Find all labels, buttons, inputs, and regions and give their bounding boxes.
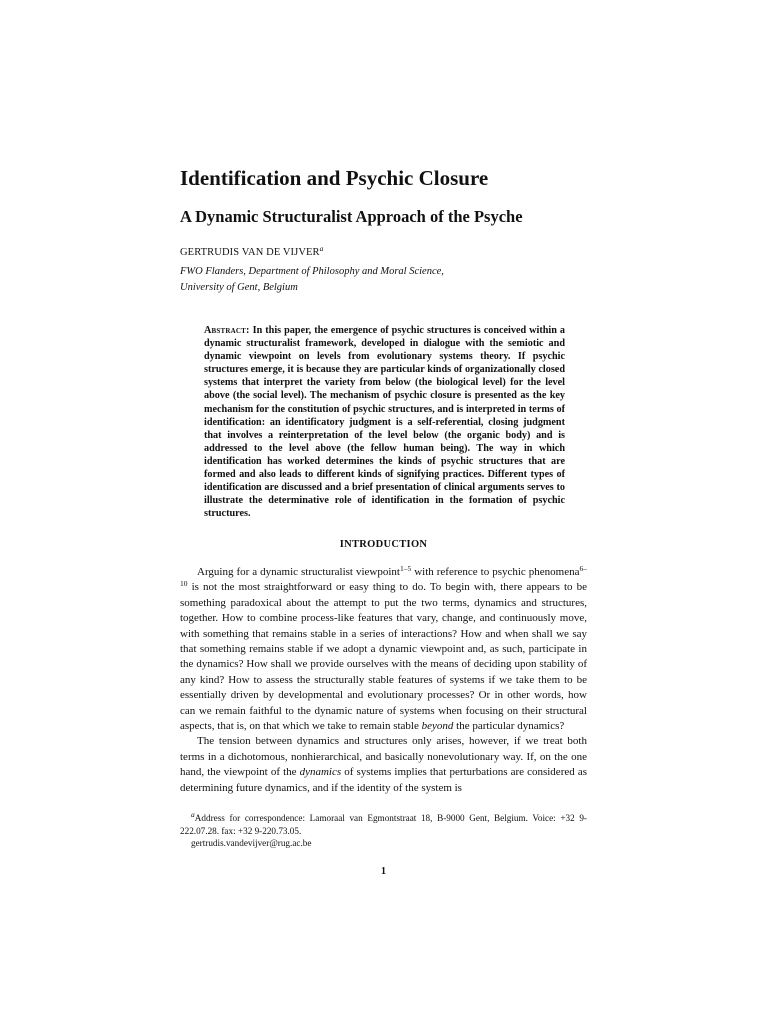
emphasis-dynamics: dynamics	[299, 766, 342, 779]
section-heading-introduction: INTRODUCTION	[339, 539, 428, 550]
citation-ref-1-5: 1–5	[399, 564, 412, 573]
author-name: GERTRUDIS VAN DE VIJVER	[180, 247, 320, 258]
emphasis-beyond: beyond	[421, 720, 454, 733]
paragraph-1-text-a: Arguing for a dynamic structuralist viewpoint	[197, 566, 400, 578]
author-line	[180, 246, 600, 260]
paper-subtitle: A Dynamic Structuralist Approach of the Psyche	[180, 207, 523, 226]
footnote	[180, 812, 587, 850]
body-paragraph-2	[180, 734, 587, 796]
paragraph-1-text-d: the particular dynamics?	[453, 720, 565, 733]
abstract-text: In this paper, the emergence of psychic structures is conceived within a dynamic structuralist framework, developed in dialogue with the semiotic and dynamic viewpoint on levels from evolutionary systems theory. If psychic structures emerge, it is because they are particular kinds of organizationally closed systems that interpret the variety from below (the biological level) for the level above (the social level). The mechanism of psychic closure is presented as the key mechanism for the constitution of psychic structures, and is interpreted in terms of identification: an identificatory judgment is a self-referential, closing judgment that involves a reinterpretation of the level below (the organic body) and is addressed to the level above (the fellow human being). The way in which identification has worked determines the kinds of psychic structures that are formed and also leads to different kinds of signifying practices. Different types of identification are discussed and a brief presentation of clinical arguments serves to illustrate the determinative role of identification in the formation of psychic structures.	[204, 325, 565, 520]
footnote-address	[180, 812, 587, 837]
paragraph-1-text-c: is not the most straightforward or easy thing to do. To begin with, there appears to be something paradoxical about the attempt to put the two terms, dynamics and structures, together. How to combine process-like features that vary, change, and continuously move, with something that remains stable in a series of interactions? How and when shall we say that something remains stable if we adopt a dynamic viewpoint and, as such, participate in the dynamics? How shall we provide ourselves with the means of deciding upon stability of any kind? How to assess the structurally stable features of systems if we take them to be essentially driven by developmental and evolutionary processes? Or in other words, how can we remain faithful to the dynamic nature of systems when focusing on their structural aspects, that is, on that which we take to remain stable	[180, 581, 587, 733]
citation-ref-6-10: 6–10	[180, 564, 587, 589]
paper-title: Identification and Psychic Closure	[180, 166, 489, 190]
footnote-marker: a	[191, 810, 195, 819]
affiliation-line-2: University of Gent, Belgium	[180, 282, 298, 293]
abstract	[204, 324, 565, 520]
abstract-label: Abstract:	[204, 325, 250, 336]
affiliation-line-1: FWO Flanders, Department of Philosophy and Moral Science,	[180, 266, 444, 277]
paragraph-1-text-b: with reference to psychic phenomena	[411, 566, 580, 578]
paragraph-2-text-b: of systems implies that perturbations are considered as determining future dynamics, and if the identity of the system is	[180, 766, 587, 794]
author-affiliation	[180, 264, 600, 296]
footnote-text: Address for correspondence: Lamoraal van Egmontstraat 18, B-9000 Gent, Belgium. Voice: +32 9-222.07.28. fax: +32 9-220.73.05.	[180, 813, 587, 836]
footnote-email: gertrudis.vandevijver@rug.ac.be	[191, 838, 312, 849]
page-number: 1	[381, 866, 386, 877]
body-paragraph-1	[180, 565, 587, 734]
author-footnote-marker: a	[319, 244, 324, 253]
body-text	[180, 565, 587, 796]
paragraph-2-text-a: The tension between dynamics and structures only arises, however, if we treat both terms in a dichotomous, nonhierarchical, and basically nonevolutionary way. If, on the one hand, the viewpoint of the	[180, 735, 587, 779]
